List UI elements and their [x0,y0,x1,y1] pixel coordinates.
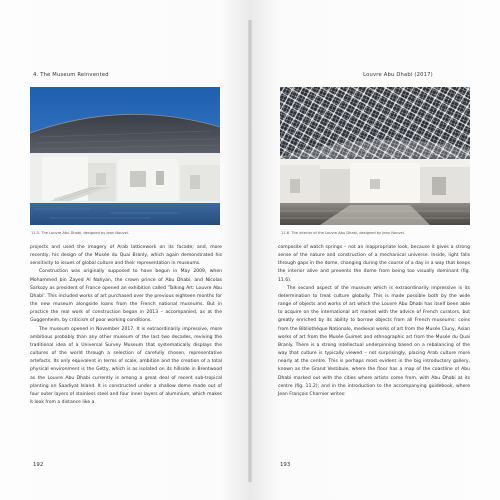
paragraph: Construction was originally supposed to have begun in May 2009, when Mohammed bin Zayed Al Nahyan, the crown prince of Abu Dhabi, and Nicolas Sarkozy as president of France opened an exhibition called 'Talking Art: Louvre Abu Dhabi'. This included works of art purchased over the previous eighteen months for the new museum alongside loans from the French national museums. But in practice the real work of construction began in 2013 – accompanied, as at the Guggenheim, by criticism of poor working conditions. [30,269,222,324]
paragraph: projects and used the imagery of Arab latticework on its facade; and, more recently, his design of the Musée du Quai Branly, which again demonstrated his sensitivity to issues of global culture and their representation in museums. [30,245,222,267]
page-number-left: 192 [33,462,44,468]
book-gutter [248,20,252,482]
body-text-left [30,244,222,407]
right-page [250,0,500,500]
paragraph: composite of watch springs – not an inappropriate look, because it gives a strong sense of the nature and construction of a mechanical universe. Inside, light falls through gaps in the dome, changing during the course of a day in a way that keeps the interior alive and prevents the dome from being too visually dominant (fig. 11.6). [278,245,470,283]
figure-caption-left: 11.5. The Louvre Abu Dhabi, designed by Jean Nouvel. [31,231,130,235]
paragraph: The second aspect of the museum which is extraordinarily impressive is its determination to treat culture globally. This is made possible both by the wide range of objects and works of art which the Louvre Abu Dhabi has itself been able to acquire on the international art market with the advice of French curators, but greatly enriched by its ability to borrow objects from all French museums: coins from the Bibliothèque Nationale, medieval works of art from the Musée Cluny, Asian works of art from the Musée Guimet and ethnographic art from the Musée du Quai Branly. There is a strong intellectual underpinning based on a rebalancing of the way that culture is typically viewed – not surprisingly, placing Arab culture more nearly at the centre. This is perhaps most evident in the big introductory gallery, known as the Grand Vestibule, where the floor has a map of the coastline of Abu Dhabi marked out with the cities where artists come from, with Abu Dhabi at its centre (fig. 11.2); and in the introduction to the accompanying guidebook, where Jean François Charnier writes: [278,285,470,397]
exterior-photo [30,87,220,225]
interior-photo [280,87,470,225]
louvre-exterior-illustration [30,87,220,225]
figure-caption-right: 11.6. The interior of the Louvre Abu Dhabi, designed by Jean Nouvel. [281,231,405,235]
page-number-right: 193 [280,462,291,468]
running-head-right: Louvre Abu Dhabi (2017) [363,72,433,78]
running-head-left: 4. The Museum Reinvented [33,72,109,78]
paragraph: The museum opened in November 2017. It is extraordinarily impressive, more ambitious probably than any other museum of the last two decades, reviving the traditional idea of a Universal Survey Museum that systematically displays the cultures of the world through a selection of carefully chosen, representative artefacts. Its only equivalent in terms of scale, ambition and the creation of a total physical environment is the Getty, which is as isolated on its hillside in Brentwood as the Louvre Abu Dhabi currently is among a great deal of recent sub-tropical planting on Saadiyat Island. It is constructed under a shallow dome made out of four outer layers of stainless steel and four inner layers of aluminium, which makes it look from a distance like a [30,326,222,405]
body-text-right [278,244,470,399]
louvre-interior-illustration [280,87,470,225]
